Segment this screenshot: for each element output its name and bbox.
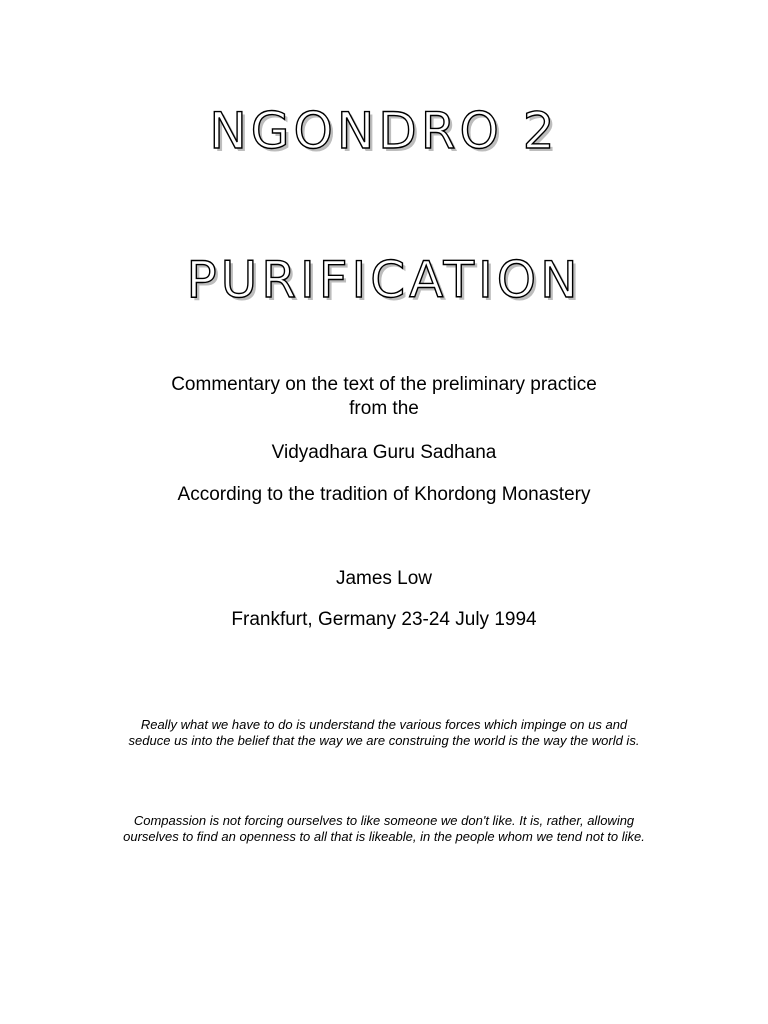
quote-forces: Really what we have to do is understand the various forces which impinge on us and seduce us into the belief that the way we are construing the world is the way the world is. — [128, 717, 640, 748]
sadhana-title: Vidyadhara Guru Sadhana — [271, 442, 497, 463]
tradition-line: According to the tradition of Khordong Monastery — [177, 484, 591, 505]
author-name: James Low — [335, 568, 433, 589]
quote-compassion: Compassion is not forcing ourselves to like someone we don't like. It is, rather, allowing ourselves to find an openness to all that is likeable, in the people whom we tend not to like. — [123, 813, 645, 844]
place-date: Frankfurt, Germany 23-24 July 1994 — [231, 609, 537, 630]
title-ngondro: NGONDRO 2 — [209, 102, 559, 160]
commentary-line-1: Commentary on the text of the preliminary practice — [171, 374, 597, 395]
commentary-line-2: from the — [349, 398, 419, 419]
title-purification: PURIFICATION — [186, 251, 582, 309]
